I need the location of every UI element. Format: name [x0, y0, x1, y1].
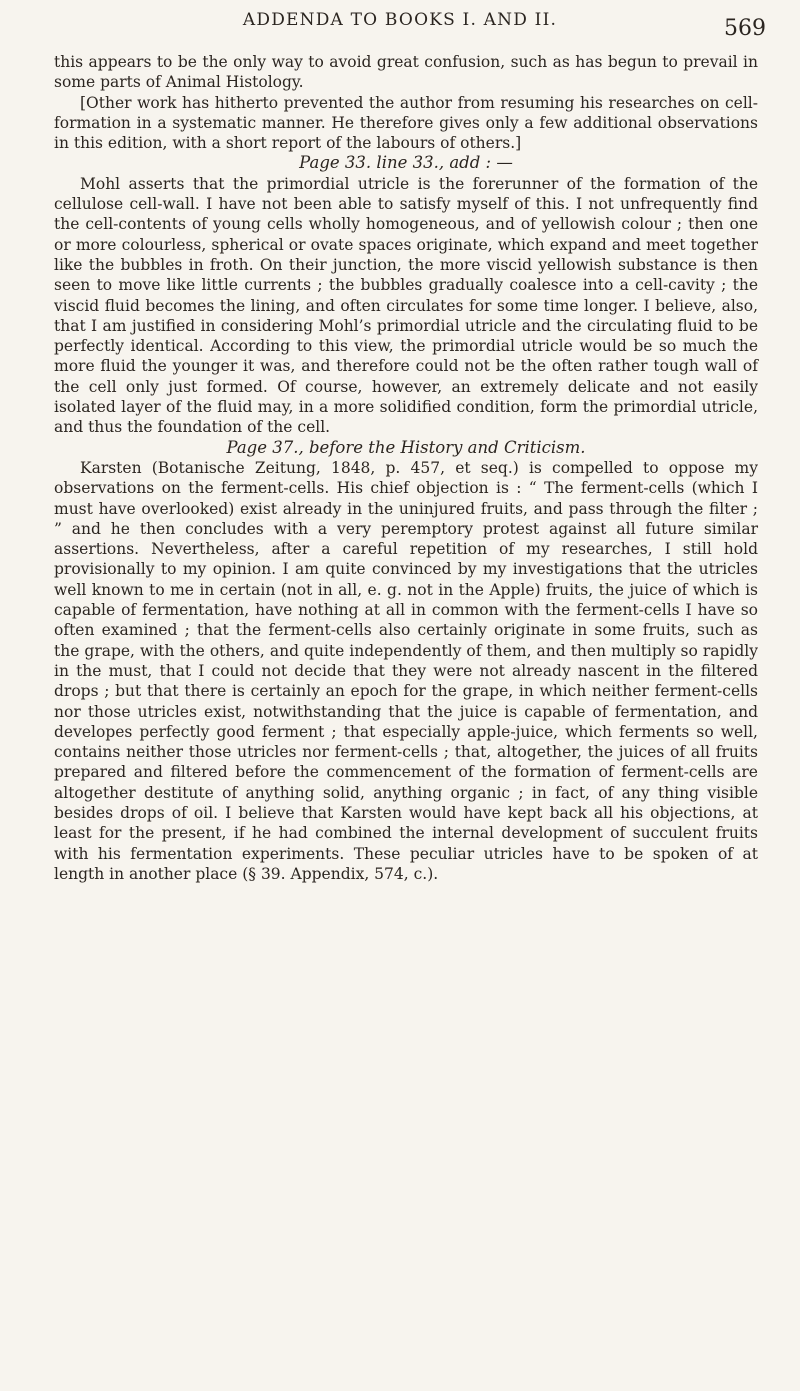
paragraph-mohl: Mohl asserts that the primordial utricle is the forerunner of the formation of the cellulose cell-wall. I have not been able to satisfy myself of this. I not unfrequently find the cell-contents of young cells wholly homogeneous, and of yellowish colour ; then one or more colourless, spherical or ovate spaces originate, which expand and meet together like the bubbles in froth. On their junction, the more viscid yellowish substance is then seen to move like little currents ; the bubbles gradually coalesce into a cell-cavity ; the viscid fluid becomes the lining, and often circulates for some time longer. I believe, also, that I am justified in considering Mohl’s primordial utricle and the circulating fluid to be perfectly identical. According to this view, the primordial utricle would be so much the more fluid the younger it was, and therefore could not be the often rather tough wall of the cell only just formed. Of course, however, an extremely delicate and not easily isolated layer of the fluid may, in a more solidified condition, form the primordial utricle, and thus the foundation of the cell.: [54, 174, 758, 437]
running-head: [0, 10, 800, 40]
body-text: [54, 52, 758, 884]
subheading-page-33: Page 33. line 33., add : —: [299, 153, 513, 173]
paragraph-continuation: this appears to be the only way to avoid great confusion, such as has begun to prevail in some parts of Animal Histology.: [54, 53, 758, 92]
paragraph-karsten: Karsten (Botanische Zeitung, 1848, p. 457, et seq.) is compelled to oppose my observations on the ferment-cells. His chief objection is : “ The ferment-cells (which I must have overlooked) exist already in the uninjured fruits, and pass through the filter ; ” and he then concludes with a very peremptory protest against all future similar assertions. Nevertheless, after a careful repetition of my researches, I still hold provisionally to my opinion. I am quite convinced by my investigations that the utricles well known to me in certain (not in all, e. g. not in the Apple) fruits, the juice of which is capable of fermentation, have nothing at all in common with the ferment-cells I have so often examined ; that the ferment-cells also certainly originate in some fruits, such as the grape, with the others, and quite independently of them, and then multiply so rapidly in the must, that I could not decide that they were not already nascent in the filtered drops ; but that there is certainly an epoch for the grape, in which neither ferment-cells nor those utricles exist, notwithstanding that the juice is capable of fermentation, and developes perfectly good ferment ; that especially apple-juice, which ferments so well, contains neither those utricles nor ferment-cells ; that, altogether, the juices of all fruits prepared and filtered before the commencement of the formation of ferment-cells are altogether destitute of anything solid, anything organic ; in fact, of any thing visible besides drops of oil. I believe that Karsten would have kept back all his objections, at least for the present, if he had combined the internal development of succulent fruits with his fermentation experiments. These peculiar utricles have to be spoken of at length in another place (§ 39. Appendix, 574, c.).: [54, 458, 758, 883]
running-title: ADDENDA TO BOOKS I. AND II.: [242, 10, 558, 30]
paragraph-editorial-note: [Other work has hitherto prevented the author from resuming his researches on cell-formation in a systematic manner. He therefore gives only a few additional observations in this edition, with a short report of the labours of others.]: [54, 93, 758, 153]
page-number: 569: [724, 16, 766, 41]
subheading-page-37: Page 37., before the History and Criticism.: [226, 437, 586, 457]
